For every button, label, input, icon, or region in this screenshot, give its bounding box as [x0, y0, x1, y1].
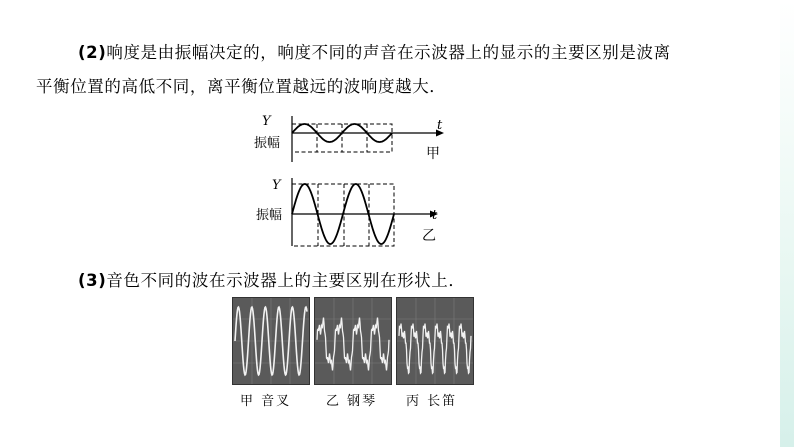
time-axis-label: t [437, 118, 443, 133]
paragraph-2-line-1 [78, 40, 671, 66]
time-axis-label: t [432, 208, 438, 223]
waveform-jia-diagram [250, 112, 450, 168]
waveform-yi-diagram [250, 174, 450, 250]
paragraph-2-number: (2) [78, 43, 107, 62]
diagram-caption-yi: 乙 [422, 228, 436, 244]
paragraph-3-text: 音色不同的波在示波器上的主要区别在形状上． [106, 271, 466, 290]
caption-tuning-fork: 甲 音叉 [240, 394, 292, 409]
y-axis-label: Y [272, 178, 281, 193]
caption-piano: 乙 钢琴 [326, 394, 378, 409]
slide-edge-accent [780, 0, 794, 447]
paragraph-2-line-2: 平衡位置的高低不同，离平衡位置越远的波响度越大． [36, 77, 447, 96]
y-axis-label: Y [262, 114, 271, 129]
oscilloscope-tuning-fork [232, 297, 310, 385]
oscilloscope-row [230, 297, 470, 385]
diagram-caption-jia: 甲 [426, 146, 440, 162]
oscilloscope-piano [314, 297, 392, 385]
paragraph-3 [78, 268, 465, 294]
caption-flute: 丙 长笛 [406, 394, 458, 409]
oscilloscope-flute [396, 297, 474, 385]
amplitude-label: 振幅 [254, 136, 281, 151]
amplitude-label: 振幅 [256, 208, 283, 223]
paragraph-3-number: (3) [78, 271, 107, 290]
paragraph-2-text-1: 响度是由振幅决定的，响度不同的声音在示波器上的显示的主要区别是波离 [106, 43, 671, 62]
